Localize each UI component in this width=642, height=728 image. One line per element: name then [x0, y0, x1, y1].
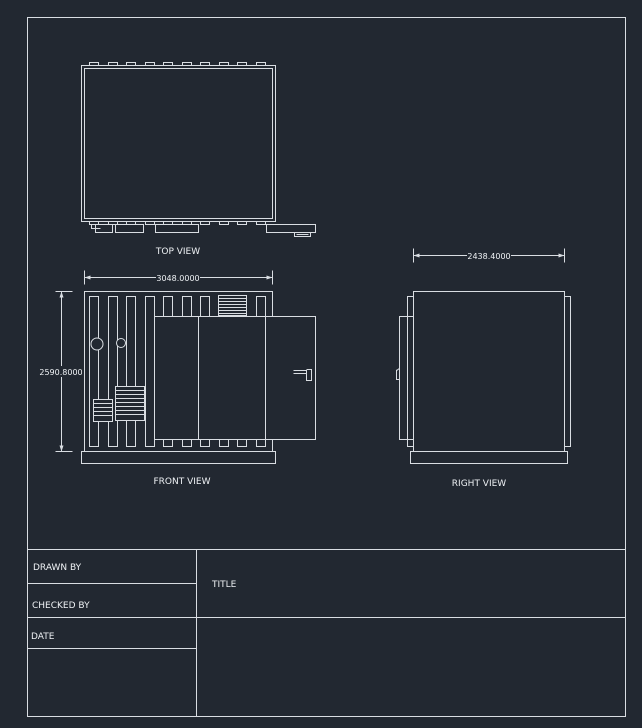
front-height-dimension	[39, 292, 82, 452]
right-width-value: 2438.4000	[467, 252, 511, 261]
arrowhead-icon	[60, 292, 64, 298]
right-view-body	[414, 292, 565, 452]
front-height-value: 2590.8000	[39, 368, 83, 377]
title-block	[28, 550, 626, 717]
top-view-bottom-fittings	[92, 225, 316, 237]
arrowhead-icon	[60, 446, 64, 452]
right-view-label: RIGHT VIEW	[451, 479, 507, 489]
arrowhead-icon	[559, 254, 565, 258]
title-label: TITLE	[212, 580, 237, 590]
drawn-by-label: DRAWN BY	[33, 563, 82, 573]
gauge-icon	[117, 339, 126, 348]
front-view-label: FRONT VIEW	[153, 477, 211, 487]
front-view-vent-top	[219, 296, 247, 316]
front-width-dimension	[85, 271, 273, 285]
top-view-outer-frame	[82, 66, 276, 222]
right-view-base	[411, 452, 568, 464]
right-view	[397, 249, 571, 490]
arrowhead-icon	[267, 276, 273, 280]
front-view-base	[82, 452, 276, 464]
front-view-cabinet	[155, 317, 316, 440]
top-view-inner-frame	[85, 69, 273, 219]
right-view-cabinet-side	[400, 317, 414, 440]
front-width-value: 3048.0000	[156, 274, 200, 283]
front-view	[39, 271, 315, 488]
front-view-vent-right	[116, 387, 145, 421]
date-label: DATE	[31, 632, 55, 642]
front-view-vent-left	[94, 400, 113, 422]
checked-by-label: CHECKED BY	[32, 601, 90, 611]
top-view	[82, 63, 316, 258]
arrowhead-icon	[85, 276, 91, 280]
top-view-label: TOP VIEW	[155, 247, 201, 257]
gauge-icon	[91, 338, 103, 350]
right-width-dimension	[414, 249, 565, 263]
arrowhead-icon	[414, 254, 420, 258]
